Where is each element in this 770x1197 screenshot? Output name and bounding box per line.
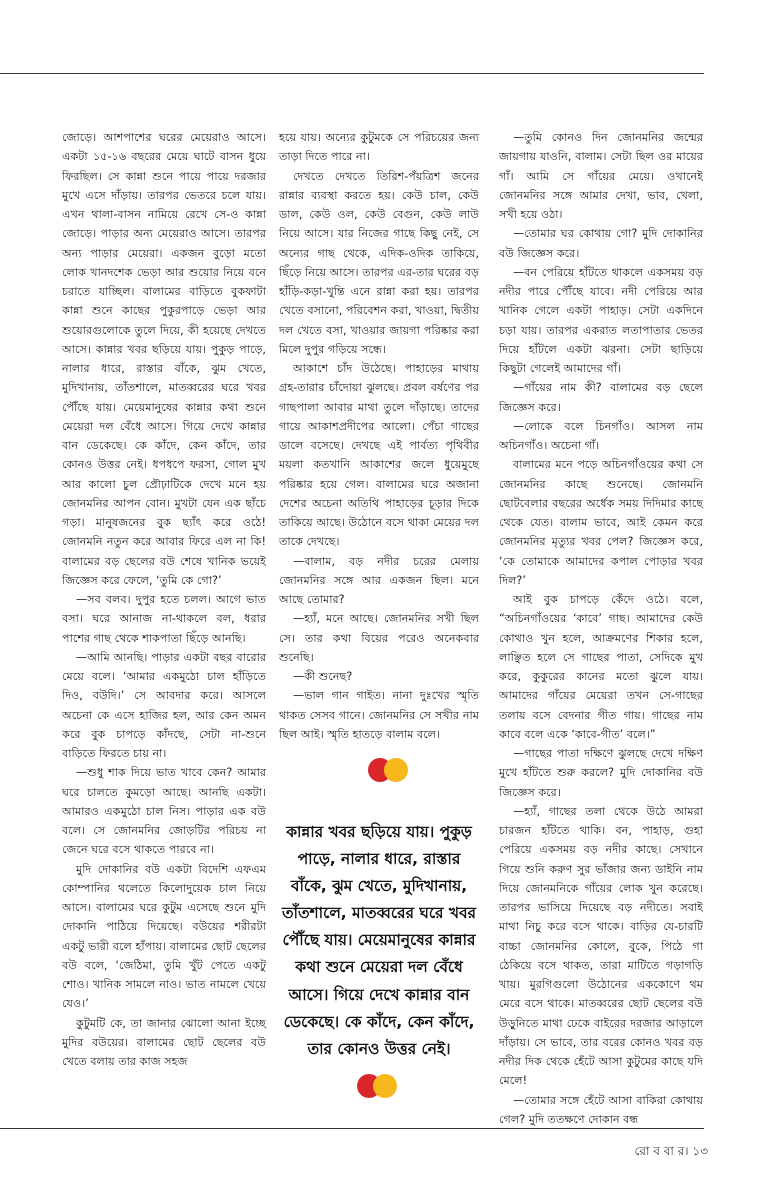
paragraph: আই বুক চাপড়ে কেঁদে ওঠে। বলে, “অচিনগাঁওয়ের ‘কাবে’ গাছ। আমাদের কেউ কোথাও খুন হলে, আক্রমণের শিকার হলে, লাঞ্ছিত হলে সে গাছের পাতা, সেদিকে মুখ করে, কুকুরের কানের মতো ঝুলে যায়। আমাদের গাঁয়ের মেয়েরা তখন সে-গাছের তলায় বসে বেদনার গীত গায়। গাছের নাম কাবে বলে একে ‘কাবে-গীত’ বলে।” (499, 593, 703, 741)
paragraph: বালামের মনে পড়ে অচিনগাঁওয়ের কথা সে জোনমনির কাছে শুনেছে। জোনমনি ছোটবেলার বছরের অর্ধেক সময় দিদিমার কাছে থেকে যেত। বালাম ভাবে, আই কেমন করে জোনমনির মৃত্যুর খবর পেল? জিজ্ঞেস করে, ‘কে তোমাকে আমাদের কপাল পোড়ার খবর দিল?’ (499, 458, 703, 587)
paragraph: —সব বলব। দুপুর হতে চলল। আগে ভাত বসা। ঘরে আনাজ না-থাকলে বল, ধরার পাশের গাছ থেকে শাকপাতা ছিঁড়ে আনছি। (62, 593, 266, 645)
pull-quote: কান্নার খবর ছড়িয়ে যায়। পুকুড় পাড়ে, নালার ধারে, রাস্তার বাঁকে, ঝুম খেতে, মুদিখানায়, তাঁতশালে, মাতব্বরের ঘরে খবর পৌঁছে যায়। মেয়েমানুষের কান্নার কথা শুনে মেয়েরা দল বেঁধে আসে। গিয়ে দেখে কান্নার বান ডেকেছে। কে কাঁদে, কেন কাঁদে, তার কোনও উত্তর নেই। (282, 823, 476, 1058)
paragraph: জোড়ে। আশপাশের ঘরের মেয়েরাও আসে। একটা ১৫-১৬ বছরের মেয়ে ঘাটে বাসন ধুয়ে ফিরছিল। সে কান্না শুনে পায়ে পায়ে দরজার মুখে এসে দাঁড়ায়। তারপর ভেতরে চলে যায়। এখন থালা-বাসন নামিয়ে রেখে সে-ও কান্না জোড়ে। পাড়ার অন্য মেয়েরাও আসে। তারপর অন্য পাড়ার মেয়েরা। একজন বুড়ো মতো লোক খানদশেক ভেড়া আর শুয়োর নিয়ে বনে চরাতে যাচ্ছিল। বালামের বাড়িতে বুকফাটা কান্না শুনে কাছের পুকুরপাড়ে ভেড়া আর শুয়োরগুলোকে তুলে দিয়ে, কী হয়েছে দেখতে আসে। কান্নার খবর ছড়িয়ে যায়। পুকুড় পাড়ে, নালার ধারে, রাস্তার বাঁকে, ঝুম খেতে, মুদিখানায়, তাঁতশালে, মাতব্বরের ঘরে খবর পৌঁছে যায়। মেয়েমানুষের কান্নার কথা শুনে মেয়েরা দল বেঁধে আসে। গিয়ে দেখে কান্নার বান ডেকেছে। কে কাঁদে, কেন কাঁদে, তার কোনও উত্তর নেই। ধপধপে ফরসা, গোল মুখ আর কালো চুল প্রৌঢ়াটিকে দেখে মনে হয় জোনমনির আপন বোন। মুখটা যেন এক ছাঁচে গড়া। মানুষজনের বুক ছ্যাঁৎ করে ওঠে! জোনমনি নতুন করে আবার ফিরে এল না কি! বালামের বড় ছেলের বউ শেষে খানিক ভয়েই জিজ্ঞেস করে ফেলে, ‘তুমি কে গো?’ (62, 131, 266, 587)
paragraph: —ভাল গান গাইত। নানা দুঃখের স্মৃতি থাকত সেসব গানে। জোনমনির সে সখীর নাম ছিল আই। স্মৃতি হাতড়ে বালাম বলে। (279, 689, 479, 741)
paragraph: —বন পেরিয়ে হাঁটতে থাকলে একসময় বড় নদীর পারে পৌঁছে যাবে। নদী পেরিয়ে আর খানিক গেলে একটা পাহাড়। সেটা একদিনে চড়া যায়। তারপর একরাত লতাপাতার ভেতর দিয়ে হাঁটলে একটা ঝরনা। সেটা ছাড়িয়ে কিছুটা গেলেই আমাদের গাঁ। (499, 265, 703, 375)
paragraph: হয়ে যায়। অন্যের কুটুমকে সে পরিচয়ের জন্য তাড়া দিতে পারে না। (279, 131, 479, 164)
paragraph: —হ্যাঁ, মনে আছে। জোনমনির সখী ছিল সে। তার কথা বিয়ের পরেও অনেকবার শুনেছি। (279, 612, 479, 664)
paragraph: —বালাম, বড় নদীর চরের মেলায় জোনমনির সঙ্গে আর একজন ছিল। মনে আছে তোমার? (279, 554, 479, 606)
paragraph: —তুমি কোনও দিন জোনমনির জন্মের জায়গায় যাওনি, বালাম। সেটা ছিল ওর মায়ের গাঁ। আমি সে গাঁয়ের মেয়ে। ওখানেই জোনমনির সঙ্গে আমার দেখা, ভাব, খেলা, সখী হয়ে ওঠা। (499, 131, 703, 221)
paragraph: —কী শুনেছ? (293, 670, 353, 683)
article-column-2 (279, 128, 479, 744)
top-rule (0, 73, 704, 74)
yellow-dot-icon (384, 758, 408, 782)
paragraph: —গাছের পাতা দক্ষিণে ঝুলছে দেখে দক্ষিণ মুখে হাঁটতে শুরু করলে? মুদি দোকানির বউ জিজ্ঞেস করে। (499, 747, 703, 799)
article-column-3 (499, 128, 703, 1129)
paragraph: মুদি দোকানির বউ একটা বিদেশি এফএম কোম্পানির থলেতে কিলোদুয়েক চাল নিয়ে আসে। বালামের ঘরে কুটুম এসেছে শুনে মুদি দোকানি পাঠিয়ে দিয়েছে। বউয়ের শরীরটা একটু ভারী বলে হাঁপায়। বালামের ছোট ছেলের বউ বলে, ‘জেঠিমা, তুমি খুঁট পেতে একটু শোও। খানিক সামলে নাও। ভাত নামলে খেয়ে যেও।’ (62, 862, 266, 1011)
page-footer: রো ব বা র। ১৩ (634, 1144, 708, 1158)
yellow-dot-icon (373, 1074, 397, 1098)
pullquote-ornament-bottom (357, 1071, 407, 1101)
bottom-rule (0, 1128, 704, 1129)
paragraph: —শুধু শাক দিয়ে ভাত খাবে কেন? আমার ঘরে চালতে কুমড়ো আছে। আনছি একটা। আমারও একমুঠো চাল নিস। পাড়ার এক বউ বলে। সে জোনমনির জোড়টির পরিচয় না জেনে ঘরে বসে থাকতে পারবে না। (62, 766, 266, 857)
paragraph: —লোকে বলে চিনগাঁও। আসল নাম অচিনগাঁও। অচেনা গাঁ। (499, 419, 703, 452)
paragraph: —আমি আনছি। পাড়ার একটা বছর বারোর মেয়ে বলে। ‘আমার একমুঠো চাল হাঁড়িতে দিও, বউদি।’ সে আবদার করে। আসলে অচেনা কে এসে হাজির হল, আর কেন অমন করে বুক চাপড়ে কাঁদছে, সেটা না-শুনে বাড়িতে ফিরতে চায় না। (62, 650, 266, 760)
paragraph: আকাশে চাঁদ উঠেছে। পাহাড়ের মাথায় গ্রহ-তারার চাঁদোয়া ঝুলছে। প্রবল বর্ষণের পর গাছপালা আবার মাথা তুলে দাঁড়াছে। তাদের গায়ে আকাশপ্রদীপের আলো। পেঁচা গাছের ডালে বসেছে। দেখছে এই পার্বত্য পৃথিবীর ময়লা কতখানি আকাশের জলে ধুয়েমুছে পরিষ্কার হয়ে গেল। বালামের ঘরে অজানা দেশের অচেনা অতিথি পাহাড়ের চূড়ার দিকে তাকিয়ে আছে। উঠোনে বসে থাকা মেয়ের দল তাকে দেখছে। (279, 362, 479, 549)
paragraph: কুটুমটি কে, তা জানার ঝোলো আনা ইচ্ছে মুদির বউয়ের। বালামের ছোট ছেলের বউ খেতে বলায় তার কাজ সহজ (62, 1016, 266, 1068)
paragraph: —তোমার ঘর কোথায় গো? মুদি দোকানির বউ জিজ্ঞেস করে। (499, 227, 703, 260)
paragraph: —তোমার সঙ্গে হেঁটে আসা বাকিরা কোথায় গেল? মুদি ততক্ষণে দোকান বন্ধ (499, 1093, 703, 1126)
pullquote-ornament-top (368, 755, 418, 785)
article-column-1 (62, 128, 266, 1071)
paragraph: —হ্যাঁ, গাছের তলা থেকে উঠে আমরা চারজন হাঁটতে থাকি। বন, পাহাড়, গুহা পেরিয়ে একসময় বড় নদীর কাছে। সেখানে গিয়ে শুনি করুণ সুর ভাঁজার জন্য ডাইনি নাম দিয়ে জোনমনিকে গাঁয়ের লোক খুন করেছে। তারপর ভাসিয়ে দিয়েছে বড় নদীতে। সবাই মাথা নিচু করে বসে থাকে। বাড়ির যে-চারটি বাচ্চা জোনমনির কোলে, বুকে, পিঠে গা ঠেকিয়ে বসে থাকত, তারা মাটিতে গড়াগড়ি খায়। মুরগিগুলো উঠোনের এককোণে থম মেরে বসে থাকে। মাতব্বরের ছোট ছেলের বউ উড়ুনিতে মাথা ঢেকে বাইরের দরজার আড়ালে দাঁড়ায়। সে ভাবে, তার বরের কোনও খবর বড় নদীর দিক থেকে হেঁটে আসা কুটুমের কাছে যদি মেলে! (499, 804, 703, 1088)
paragraph: —গাঁয়ের নাম কী? বালামের বড় ছেলে জিজ্ঞেস করে। (499, 381, 703, 414)
paragraph: দেখতে দেখতে তিরিশ-পঁয়ত্রিশ জনের রান্নার ব্যবস্থা করতে হয়। কেউ চাল, কেউ ডাল, কেউ ওল, কেউ বেগুন, কেউ লাউ নিয়ে আসে। যার নিজের গাছে কিছু নেই, সে অন্যের গাছ থেকে, এদিক-ওদিক তাকিয়ে, ছিঁড়ে নিয়ে আসে। তারপর এর-তার ঘরের বড় হাঁড়ি-কড়া-খুন্তি এনে রান্না করা হয়। তারপর খেতে বসানো, পরিবেশন করা, খাওয়া, দ্বিতীয় দল খেতে বসা, খাওয়ার জায়গা পরিষ্কার করা মিলে দুপুর গড়িয়ে সন্ধে। (279, 169, 479, 356)
